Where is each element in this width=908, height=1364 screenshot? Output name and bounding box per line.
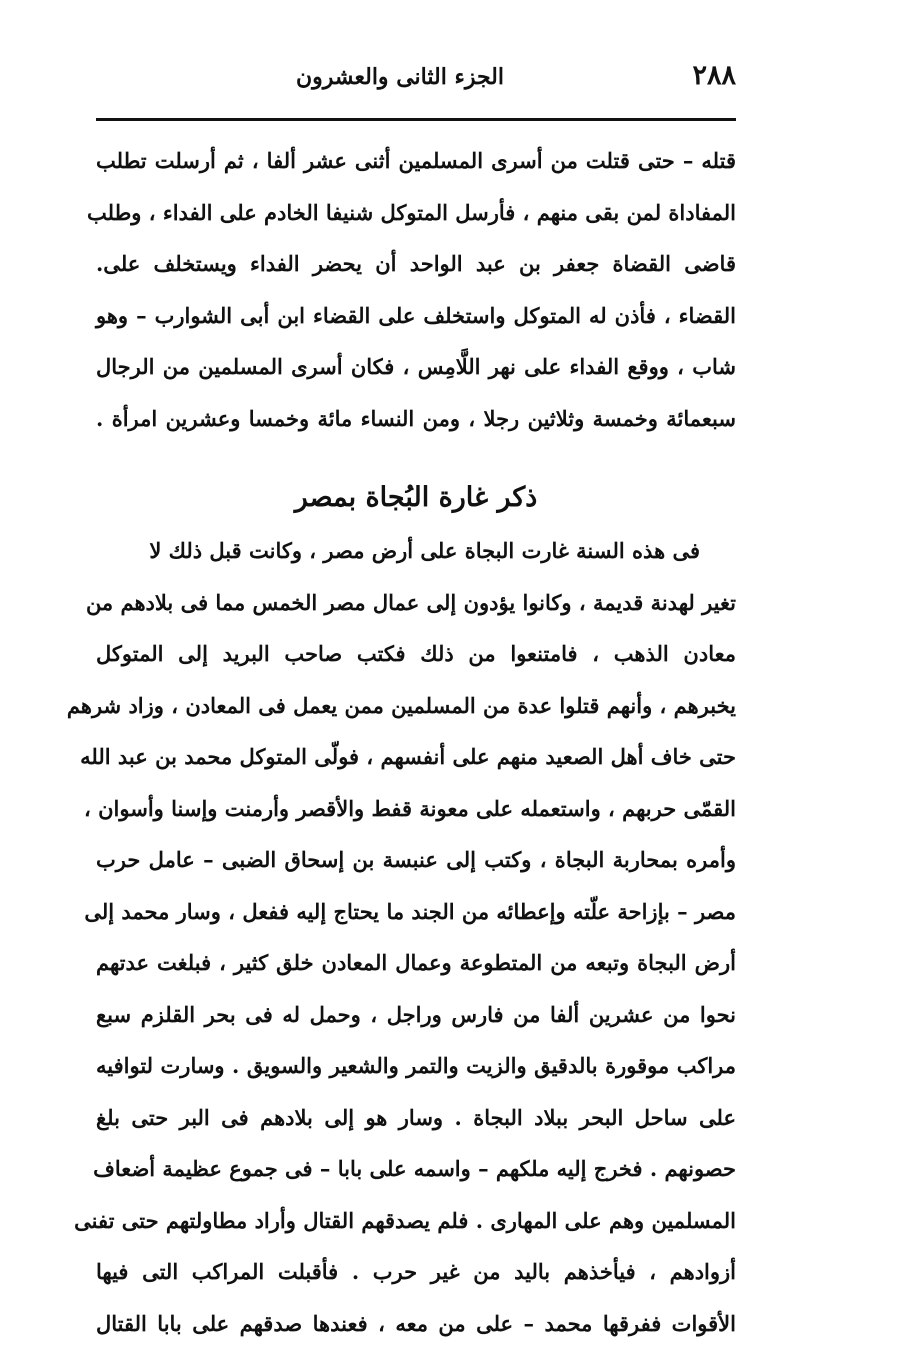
text-line: مراكب موقورة بالدقيق والزيت والتمر والشعير والسويق . وسارت لتوافيه <box>96 1055 736 1107</box>
header-rule <box>96 118 736 121</box>
text-line: على ساحل البحر ببلاد البجاة . وسار هو إلى بلادهم فى البر حتى بلغ <box>96 1107 736 1159</box>
text-line: حصونهم . فخرج إليه ملكهم – واسمه على بابا – فى جموع عظيمة أضعاف <box>96 1158 736 1210</box>
text-line: قاضى القضاة جعفر بن عبد الواحد أن يحضر الفداء ويستخلف على. <box>96 253 736 305</box>
page-number: ٢٨٨ <box>692 60 736 91</box>
text-line: الأقوات ففرقها محمد – على من معه ، فعندها صدقهم على بابا القتال <box>96 1313 736 1364</box>
text-line: أزوادهم ، فيأخذهم باليد من غير حرب . فأقبلت المراكب التى فيها <box>96 1261 736 1313</box>
text-line: المفاداة لمن بقى منهم ، فأرسل المتوكل شنيفا الخادم على الفداء ، وطلب <box>96 202 736 254</box>
text-line: نحوا من عشرين ألفا من فارس وراجل ، وحمل له فى بحر القلزم سبع <box>96 1004 736 1056</box>
text-line: فى هذه السنة غارت البجاة على أرض مصر ، وكانت قبل ذلك لا <box>96 540 736 592</box>
text-line: شاب ، ووقع الفداء على نهر اللَّامِس ، فكان أسرى المسلمين من الرجال <box>96 356 736 408</box>
text-line: أرض البجاة وتبعه من المتطوعة وعمال المعادن خلق كثير ، فبلغت عدتهم <box>96 952 736 1004</box>
text-line: القضاء ، فأذن له المتوكل واستخلف على القضاء ابن أبى الشوارب – وهو <box>96 305 736 357</box>
text-line: حتى خاف أهل الصعيد منهم على أنفسهم ، فولّى المتوكل محمد بن عبد الله <box>96 746 736 798</box>
text-line: تغير لهدنة قديمة ، وكانوا يؤدون إلى عمال مصر الخمس مما فى بلادهم من <box>96 592 736 644</box>
running-head: الجزء الثانى والعشرون <box>296 64 504 90</box>
section-heading: ذكر غارة البُجاة بمصر <box>96 482 736 513</box>
text-line: سبعمائة وخمسة وثلاثين رجلا ، ومن النساء مائة وخمسا وعشرين امرأة . <box>96 408 736 460</box>
text-line: القمّى حربهم ، واستعمله على معونة قفط والأقصر وأرمنت وإسنا وأسوان ، <box>96 798 736 850</box>
text-line: وأمره بمحاربة البجاة ، وكتب إلى عنبسة بن إسحاق الضبى – عامل حرب <box>96 849 736 901</box>
text-line: يخبرهم ، وأنهم قتلوا عدة من المسلمين ممن يعمل فى المعادن ، وزاد شرهم <box>96 695 736 747</box>
page-header <box>96 52 736 100</box>
text-line: المسلمين وهم على المهارى . فلم يصدقهم القتال وأراد مطاولتهم حتى تفنى <box>96 1210 736 1262</box>
paragraph-bujah-raid <box>96 540 736 1364</box>
text-line: قتله – حتى قتلت من أسرى المسلمين أثنى عشر ألفا ، ثم أرسلت تطلب <box>96 150 736 202</box>
text-line: معادن الذهب ، فامتنعوا من ذلك فكتب صاحب البريد إلى المتوكل <box>96 643 736 695</box>
text-line: مصر – بإزاحة علّته وإعطائه من الجند ما يحتاج إليه ففعل ، وسار محمد إلى <box>96 901 736 953</box>
paragraph-fidaa <box>96 150 736 459</box>
book-page <box>96 52 736 1342</box>
